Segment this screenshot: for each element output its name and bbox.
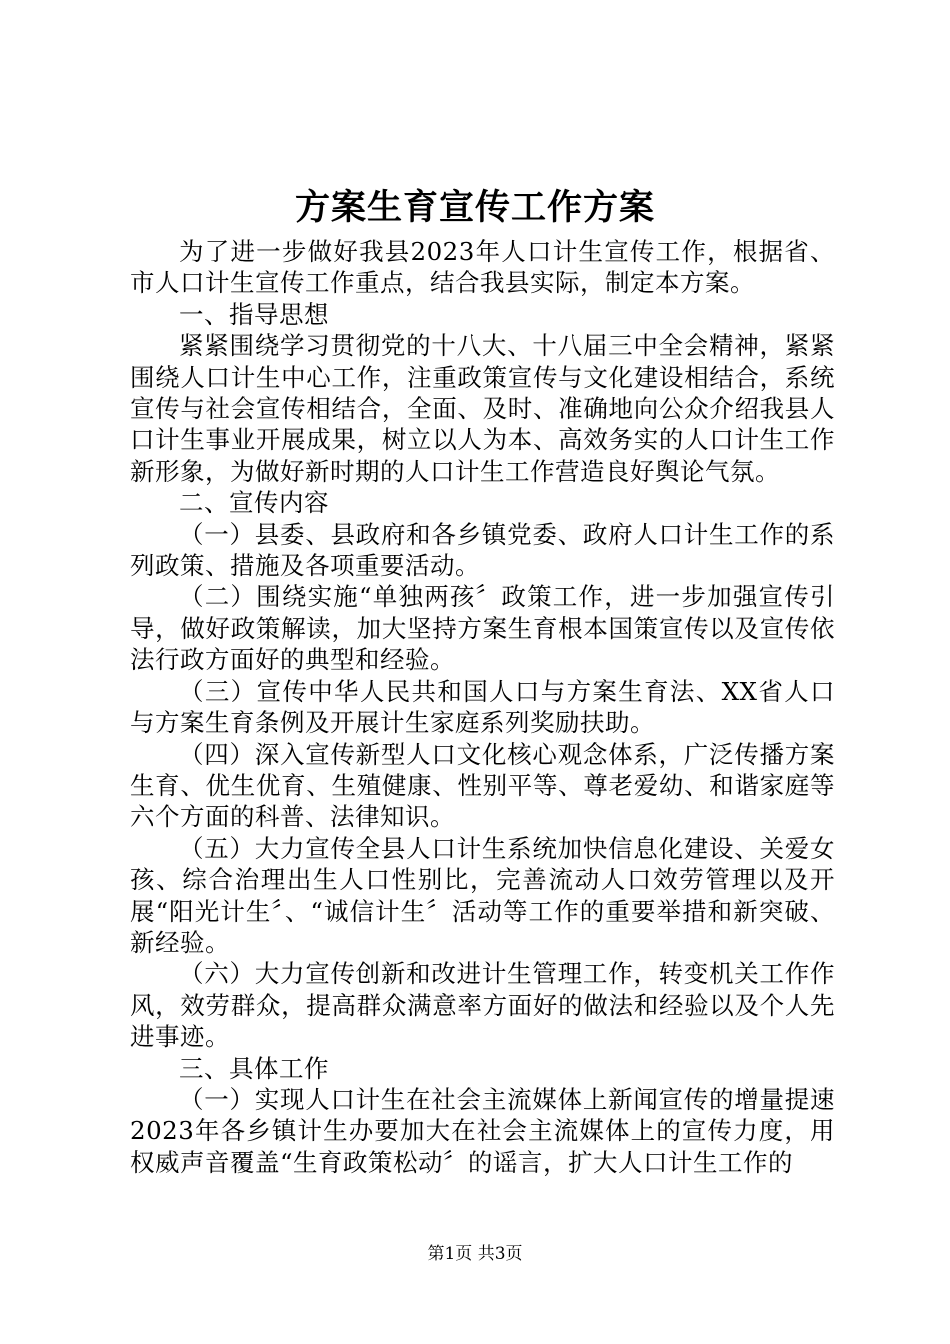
list-item-paragraph: （一）县委、县政府和各乡镇党委、政府人口计生工作的系列政策、措施及各项重要活动。 xyxy=(130,519,835,581)
list-item-paragraph: （一）实现人口计生在社会主流媒体上新闻宣传的增量提速2023年各乡镇计生办要加大在社会主流媒体上的宣传力度，用权威声音覆盖“生育政策松动〞的谣言，扩大人口计生工作的 xyxy=(130,1084,835,1177)
section-heading: 三、具体工作 xyxy=(179,1053,329,1083)
list-item-paragraph: （五）大力宣传全县人口计生系统加快信息化建设、关爱女孩、综合治理出生人口性别比，完善流动人口效劳管理以及开展“阳光计生〞、“诚信计生〞活动等工作的重要举措和新突破、新经验。 xyxy=(130,833,835,957)
list-item-paragraph: （二）围绕实施“单独两孩〞政策工作，进一步加强宣传引导，做好政策解读，加大坚持方案生育根本国策宣传以及宣传依法行政方面好的典型和经验。 xyxy=(130,582,835,675)
intro-paragraph: 为了进一步做好我县2023年人口计生宣传工作，根据省、市人口计生宣传工作重点，结合我县实际，制定本方案。 xyxy=(130,237,835,298)
section-heading: 二、宣传内容 xyxy=(179,488,329,518)
list-item-paragraph: （三）宣传中华人民共和国人口与方案生育法、XX省人口与方案生育条例及开展计生家庭系列奖励扶助。 xyxy=(130,676,835,738)
body-paragraph: 紧紧围绕学习贯彻党的十八大、十八届三中全会精神，紧紧围绕人口计生中心工作，注重政策宣传与文化建设相结合，系统宣传与社会宣传相结合，全面、及时、准确地向公众介绍我县人口计生事业开展成果，树立以人为本、高效务实的人口计生工作新形象，为做好新时期的人口计生工作营造良好舆论气氛。 xyxy=(130,331,835,486)
section-heading: 一、指导思想 xyxy=(179,299,329,329)
list-item-paragraph: （六）大力宣传创新和改进计生管理工作，转变机关工作作风，效劳群众，提高群众满意率方面好的做法和经验以及个人先进事迹。 xyxy=(130,959,835,1052)
list-item-paragraph: （四）深入宣传新型人口文化核心观念体系，广泛传播方案生育、优生优育、生殖健康、性别平等、尊老爱幼、和谐家庭等六个方面的科普、法律知识。 xyxy=(130,739,835,832)
page-footer: 第1页 共3页 xyxy=(427,1244,523,1264)
document-body xyxy=(130,236,835,1178)
document-title: 方案生育宣传工作方案 xyxy=(294,187,655,228)
